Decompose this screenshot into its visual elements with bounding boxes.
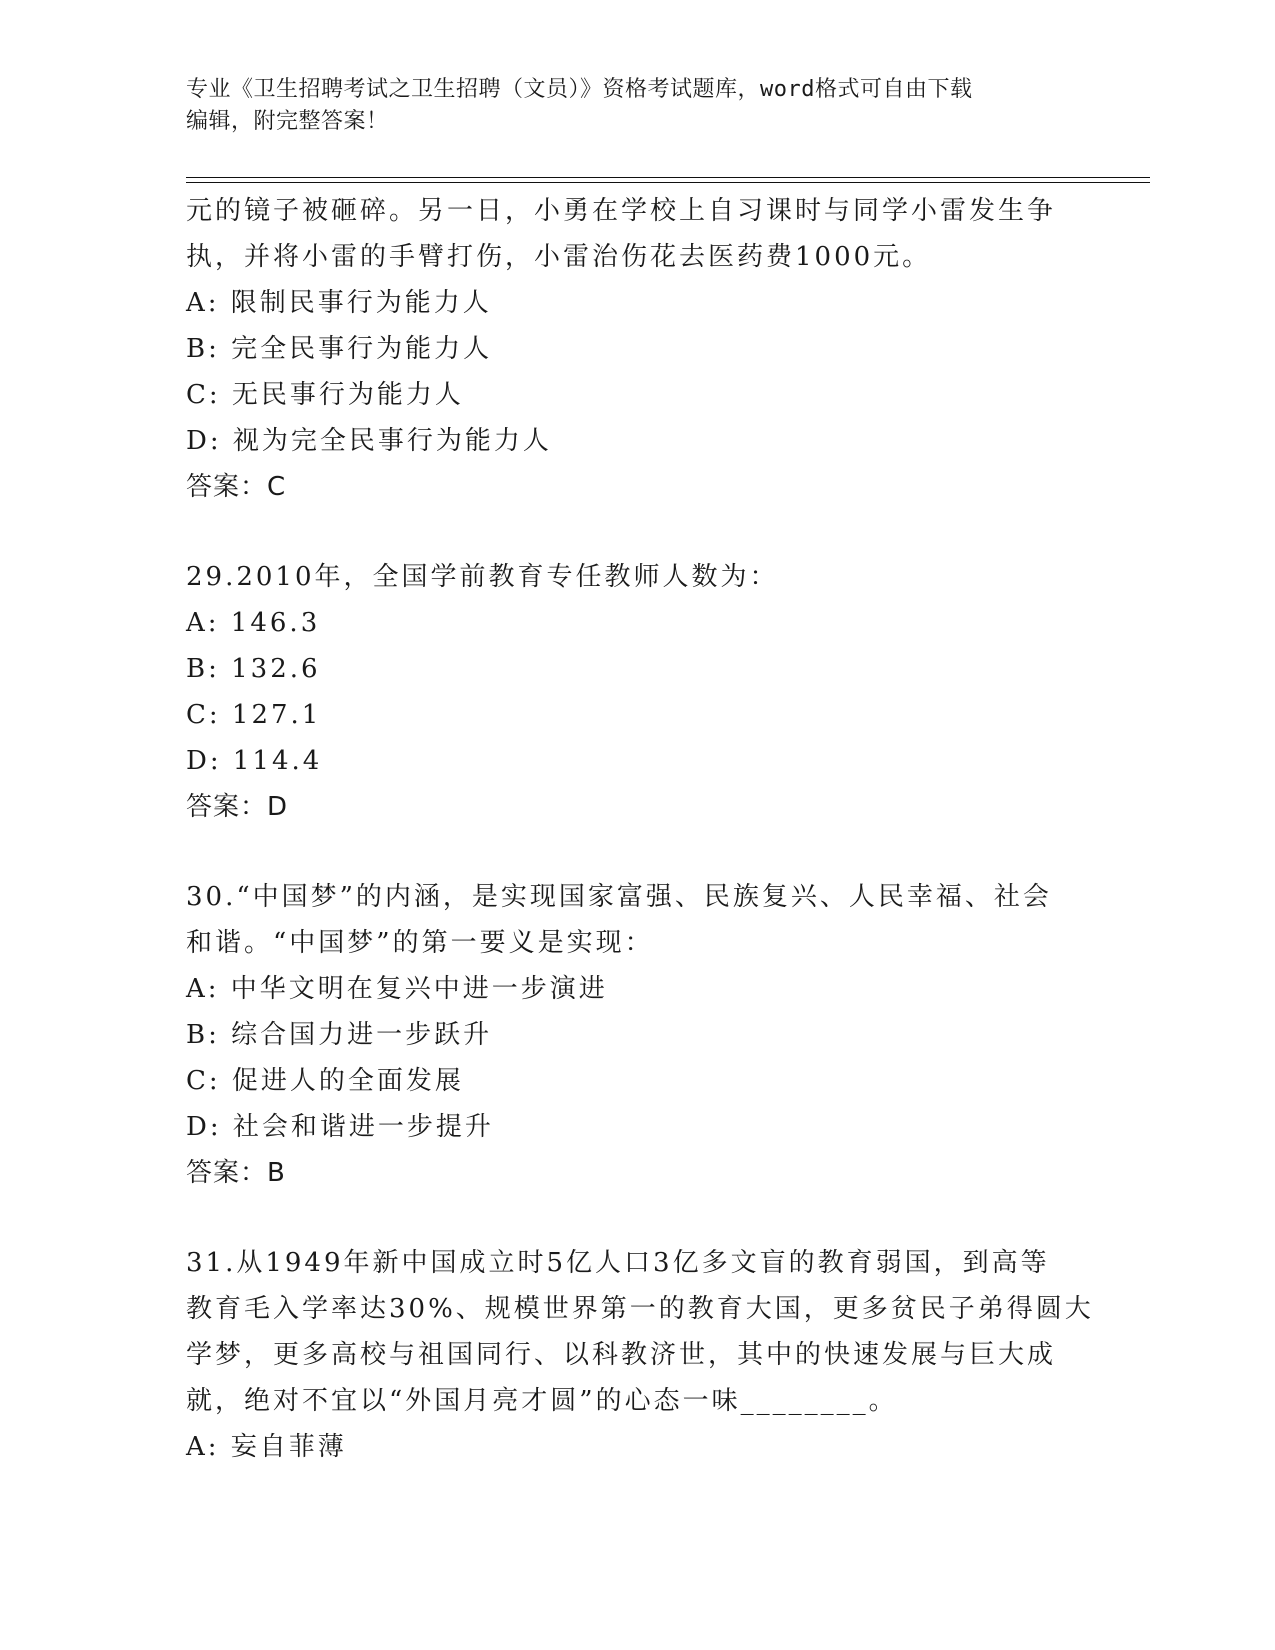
- question-31: [186, 1240, 1094, 1470]
- option-c: C: 促进人的全面发展: [186, 1066, 464, 1096]
- option-b: B: 综合国力进一步跃升: [186, 1020, 493, 1050]
- question-stem-line: 31.从1949年新中国成立时5亿人口3亿多文盲的教育弱国，到高等: [186, 1248, 1050, 1278]
- answer-label: 答案：D: [186, 792, 289, 822]
- option-d: D: 社会和谐进一步提升: [186, 1112, 494, 1142]
- question-stem-line: 就，绝对不宜以“外国月亮才圆”的心态一味________。: [186, 1386, 898, 1416]
- option-a: A: 中华文明在复兴中进一步演进: [186, 974, 608, 1004]
- header-rule-top: [186, 177, 1150, 178]
- question-stem-line: 元的镜子被砸碎。另一日，小勇在学校上自习课时与同学小雷发生争: [186, 196, 1057, 226]
- question-29: [186, 554, 1086, 830]
- question-28: [186, 188, 1086, 510]
- header-rule-bottom: [186, 182, 1150, 183]
- option-b: B: 完全民事行为能力人: [186, 334, 493, 364]
- question-stem-line: 和谐。“中国梦”的第一要义是实现：: [186, 928, 654, 958]
- answer-label: 答案：B: [186, 1158, 286, 1188]
- question-stem-line: 学梦，更多高校与祖国同行、以科教济世，其中的快速发展与巨大成: [186, 1340, 1057, 1370]
- document-header: [186, 74, 1086, 138]
- header-line-1: 专业《卫生招聘考试之卫生招聘（文员）》资格考试题库，word格式可自由下载: [186, 77, 973, 102]
- question-stem-line: 30.“中国梦”的内涵，是实现国家富强、民族复兴、人民幸福、社会: [186, 882, 1052, 912]
- option-a: A: 限制民事行为能力人: [186, 288, 492, 318]
- option-a: A: 146.3: [186, 608, 321, 638]
- option-d: D: 114.4: [186, 746, 323, 776]
- question-stem-line: 执，并将小雷的手臂打伤，小雷治伤花去医药费1000元。: [186, 242, 932, 272]
- option-c: C: 无民事行为能力人: [186, 380, 464, 410]
- option-d: D: 视为完全民事行为能力人: [186, 426, 552, 456]
- question-stem-line: 29.2010年，全国学前教育专任教师人数为：: [186, 562, 779, 592]
- header-line-2: 编辑，附完整答案！: [186, 109, 389, 134]
- question-30: [186, 874, 1086, 1196]
- question-stem-line: 教育毛入学率达30%、规模世界第一的教育大国，更多贫民子弟得圆大: [186, 1294, 1094, 1324]
- option-b: B: 132.6: [186, 654, 321, 684]
- question-list: [186, 188, 1094, 1470]
- answer-label: 答案：C: [186, 472, 287, 502]
- option-c: C: 127.1: [186, 700, 322, 730]
- option-a: A: 妄自菲薄: [186, 1432, 347, 1462]
